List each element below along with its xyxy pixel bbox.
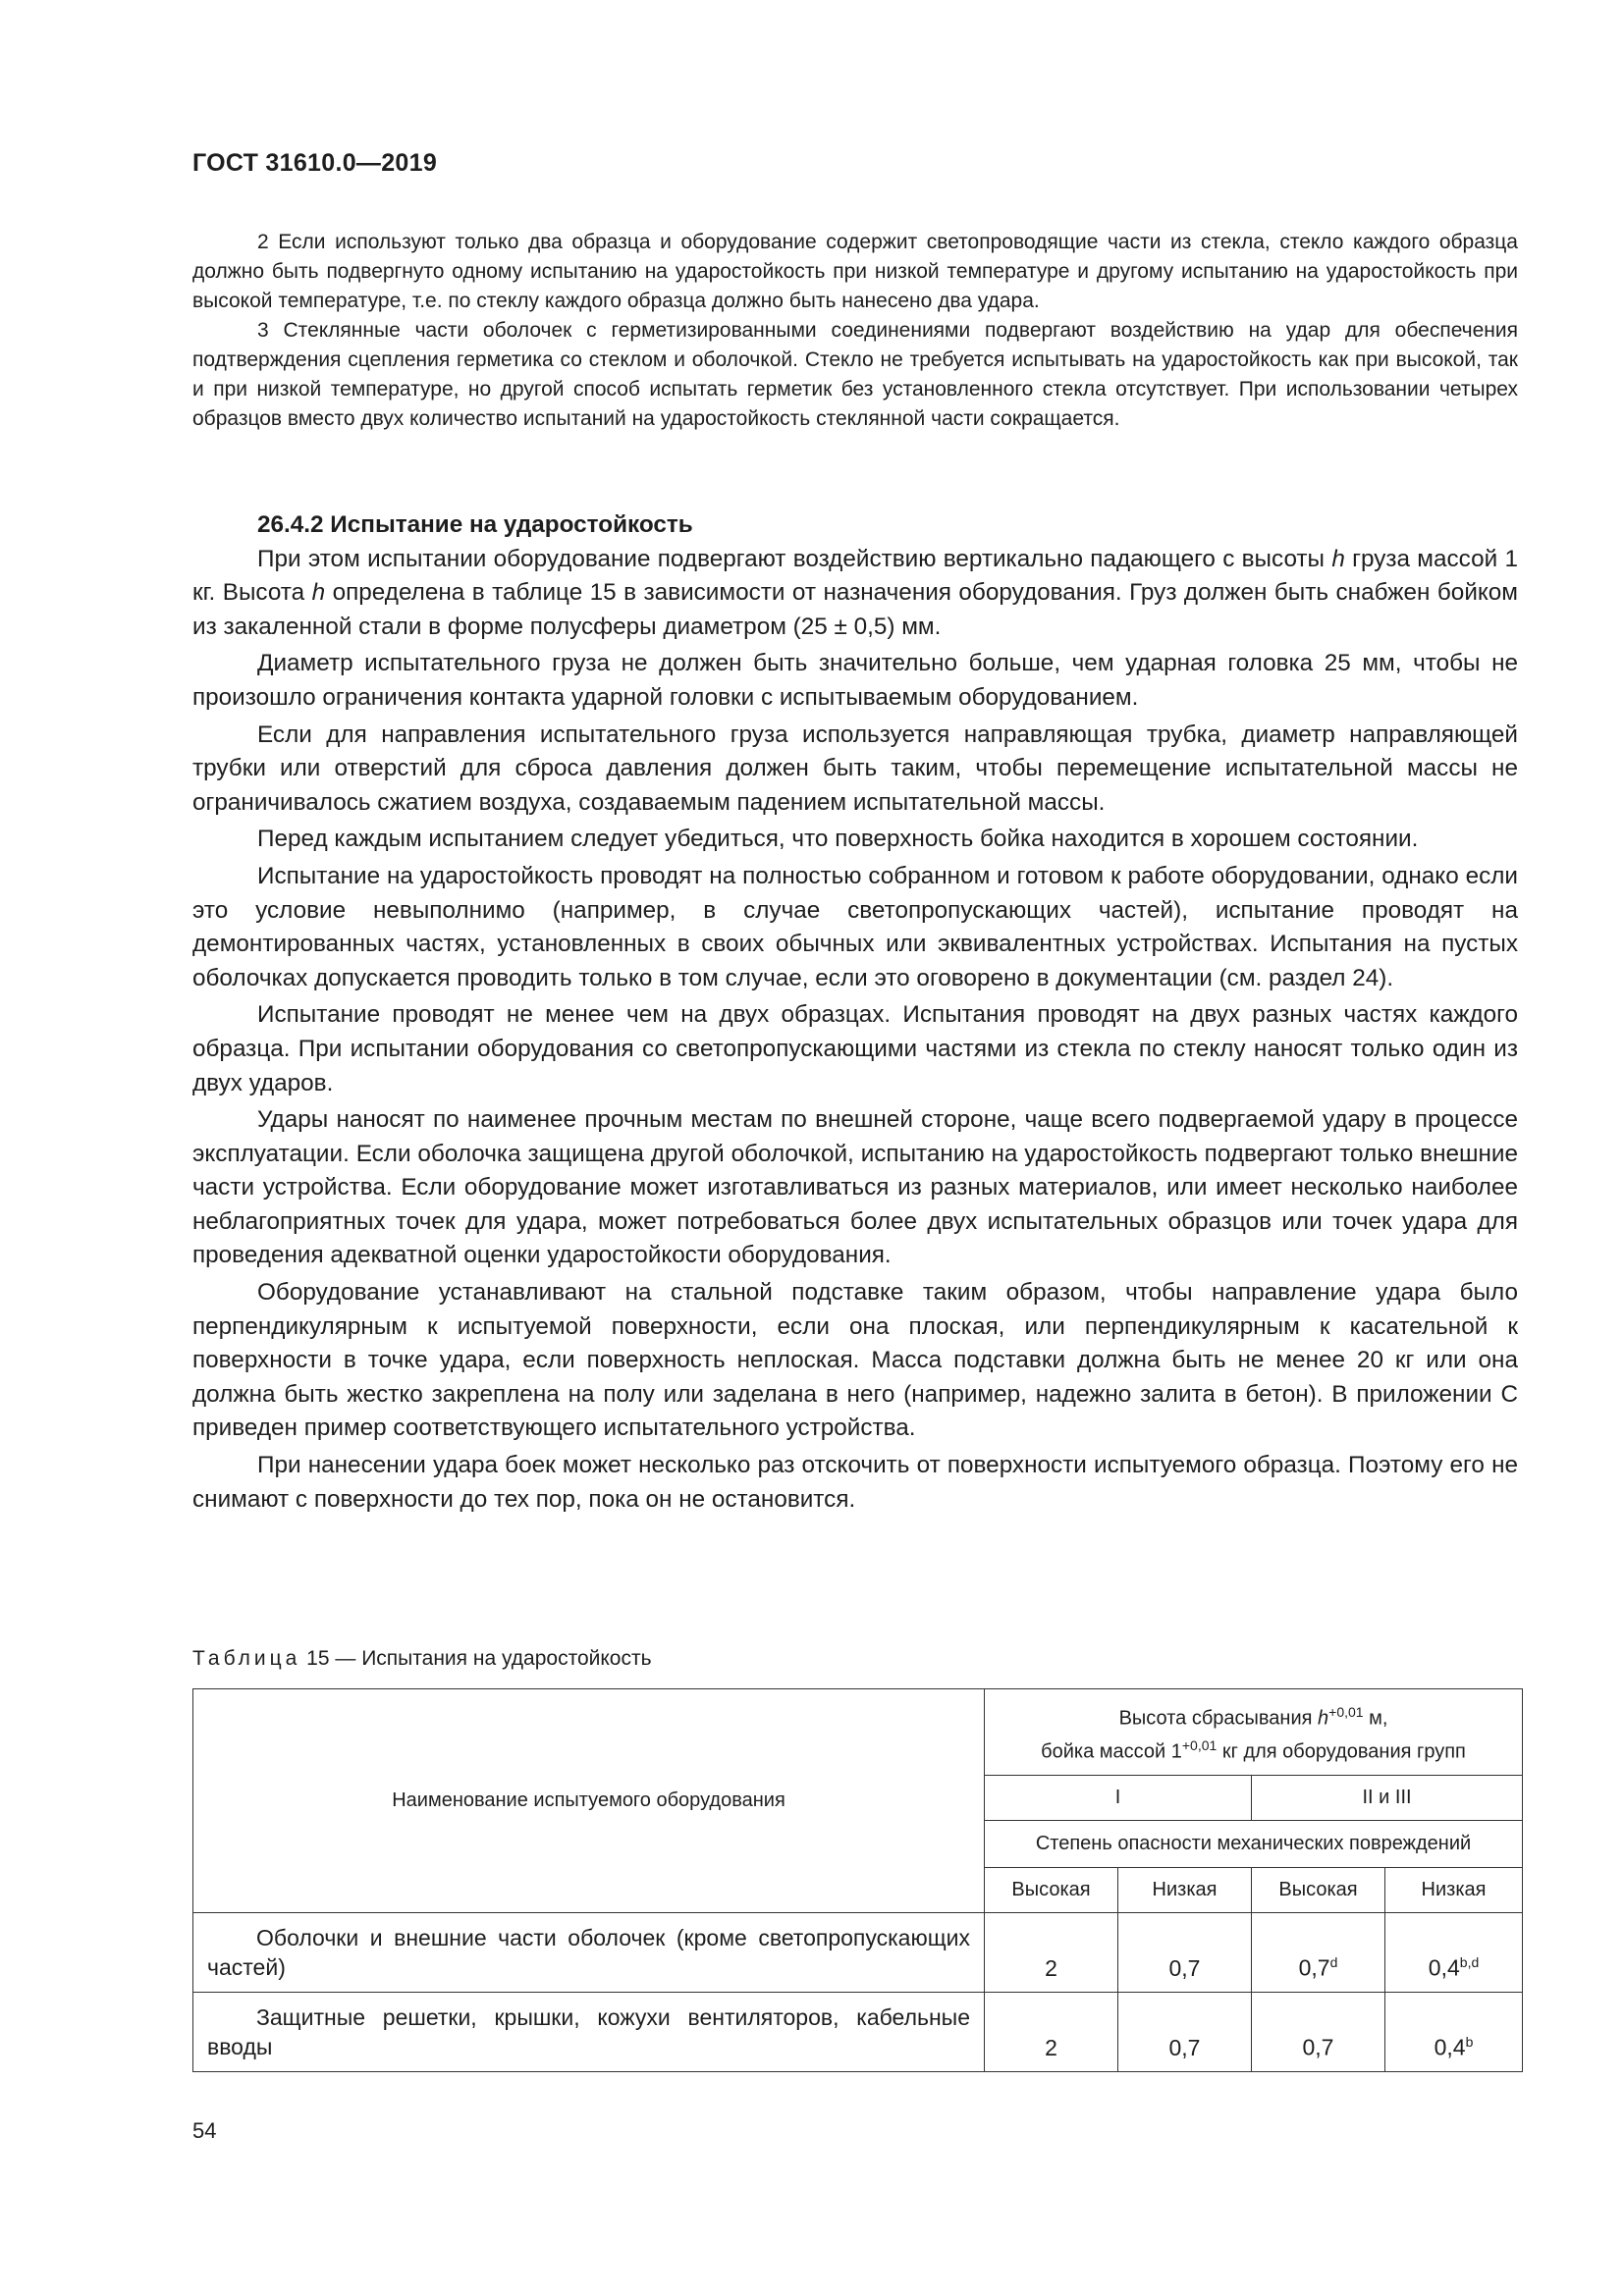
value-cell: [1252, 1993, 1385, 2072]
table-caption: [192, 1647, 652, 1671]
document-header: ГОСТ 31610.0—2019: [192, 149, 438, 177]
equipment-name-text: Оболочки и внешние части оболочек (кроме светопропускающих частей): [207, 1925, 970, 1980]
value-cell: 2: [985, 1913, 1118, 1993]
value-cell: 0,7: [1118, 1913, 1252, 1993]
value-cell: [1252, 1913, 1385, 1993]
group-1-header: I: [985, 1776, 1252, 1821]
notes-block: [192, 228, 1518, 434]
group-2-3-header: II и III: [1252, 1776, 1523, 1821]
section-heading: 26.4.2 Испытание на ударостойкость: [257, 511, 693, 538]
table-row: [193, 1913, 1523, 1993]
table-caption-word: Таблица: [192, 1647, 301, 1670]
height-header-text-c: бойка массой 1: [1041, 1740, 1182, 1763]
impact-test-table: [192, 1688, 1523, 2072]
tolerance-sup: +0,01: [1328, 1703, 1364, 1720]
section-26-4-2: [192, 508, 1518, 1517]
tolerance-sup: +0,01: [1181, 1736, 1218, 1753]
value-text: 0,4: [1434, 2035, 1466, 2060]
paragraph-2: Диаметр испытательного груза не должен быть значительно больше, чем ударная головка 25 мм, чтобы не произошло ограничения контакта ударной головки с испытываемым оборудованием.: [192, 650, 1518, 711]
note-2: 2 Если используют только два образца и оборудование содержит светопроводящие части из стекла, стекло каждого образца должно быть подвергнуто одному испытанию на ударостойкость при низкой температуре и другому испытанию на ударостойкость при высокой температуре, т.е. по стеклу каждого образца должно быть нанесено два удара.: [192, 231, 1518, 312]
risk-high-header: Высокая: [1252, 1868, 1385, 1913]
risk-low-header: Низкая: [1118, 1868, 1252, 1913]
risk-degree-header: Степень опасности механических повреждений: [985, 1821, 1523, 1868]
paragraph-1-part-b: груза массой 1 кг. Высота: [192, 545, 1518, 607]
height-header-text-b: м,: [1363, 1707, 1388, 1730]
column-header-height: [985, 1689, 1523, 1776]
paragraph-5: Испытание на ударостойкость проводят на полностью собранном и готовом к работе оборудовании, однако если это условие невыполнимо (например, в случае светопропускающих частей), испытание проводят на демонтированных частях, установленных в своих обычных или эквивалентных устройствах. Испытания на пустых оболочках допускается проводить только в том случае, если это оговорено в документации (см. раздел 24).: [192, 862, 1518, 991]
page-number: 54: [192, 2118, 217, 2143]
footnote-ref: b,d: [1459, 1954, 1480, 1971]
note-3: 3 Стеклянные части оболочек с герметизированными соединениями подвергают воздействию на удар для обеспечения подтверждения сцепления герметика со стеклом и оболочкой. Стекло не требуется испытывать на ударостойкость как при высокой, так и при низкой температуре, но другой способ испытать герметик без установленного стекла отсутствует. При использовании четырех образцов вместо двух количество испытаний на ударостойкость стеклянной части сокращается.: [192, 319, 1518, 430]
variable-h: h: [1318, 1707, 1329, 1730]
equipment-name-text: Защитные решетки, крышки, кожухи вентиляторов, кабельные вводы: [207, 2004, 970, 2059]
risk-high-header: Высокая: [985, 1868, 1118, 1913]
table-row: [193, 1993, 1523, 2072]
equipment-name: [193, 1993, 985, 2072]
paragraph-1-part-c: определена в таблице 15 в зависимости от назначения оборудования. Груз должен быть снабжен бойком из закаленной стали в форме полусферы диаметром (25 ± 0,5) мм.: [192, 579, 1519, 640]
height-header-text-a: Высота сбрасывания: [1118, 1707, 1319, 1730]
value-cell: [1385, 1993, 1523, 2072]
paragraph-9: При нанесении удара боек может несколько раз отскочить от поверхности испытуемого образца. Поэтому его не снимают с поверхности до тех пор, пока он не остановится.: [192, 1452, 1518, 1513]
paragraph-4: Перед каждым испытанием следует убедиться, что поверхность бойка находится в хорошем состоянии.: [257, 826, 1419, 853]
paragraph-3: Если для направления испытательного груза используется направляющая трубка, диаметр направляющей трубки или отверстий для сброса давления должен быть таким, чтобы перемещение испытательной массы не ограничивалось сжатием воздуха, создаваемым падением испытательной массы.: [192, 721, 1518, 816]
value-text: 0,7: [1302, 2035, 1334, 2060]
value-text: 0,4: [1428, 1955, 1460, 1981]
footnote-ref: b: [1465, 2034, 1474, 2051]
paragraph-6: Испытание проводят не менее чем на двух образцах. Испытания проводят на двух разных частях каждого образца. При испытании оборудования со светопропускающими частями из стекла по стеклу наносят только один из двух ударов.: [192, 1001, 1518, 1096]
risk-low-header: Низкая: [1385, 1868, 1523, 1913]
paragraph-8: Оборудование устанавливают на стальной подставке таким образом, чтобы направление удара было перпендикулярным к испытуемой поверхности, если она плоская, или перпендикулярным к касательной к поверхности в точке удара, если поверхность неплоская. Масса подставки должна быть не менее 20 кг или она должна быть жестко закреплена на полу или заделана в него (например, надежно залита в бетон). В приложении С приведен пример соответствующего испытательного устройства.: [192, 1279, 1518, 1442]
value-cell: 2: [985, 1993, 1118, 2072]
value-cell: 0,7: [1118, 1993, 1252, 2072]
value-text: 0,7: [1298, 1955, 1330, 1981]
value-cell: [1385, 1913, 1523, 1993]
variable-h: h: [1331, 545, 1345, 572]
table-caption-title: 15 — Испытания на ударостойкость: [300, 1647, 652, 1670]
paragraph-7: Удары наносят по наименее прочным местам по внешней стороне, чаще всего подвергаемой удару в процессе эксплуатации. Если оболочка защищена другой оболочкой, испытанию на ударостойкость подвергают только внешние части устройства. Если оборудование может изготавливаться из разных материалов, или имеет несколько наиболее неблагоприятных точек для удара, может потребоваться более двух испытательных образцов или точек удара для проведения адекватной оценки ударостойкости оборудования.: [192, 1106, 1518, 1269]
variable-h: h: [311, 579, 326, 607]
height-header-text-d: кг для оборудования групп: [1217, 1740, 1466, 1763]
column-header-equipment: Наименование испытуемого оборудования: [193, 1689, 985, 1913]
equipment-name: [193, 1913, 985, 1993]
paragraph-1-part-a: При этом испытании оборудование подвергают воздействию вертикально падающего с высоты: [257, 545, 1332, 572]
paragraph-1: [192, 543, 1518, 645]
footnote-ref: d: [1329, 1954, 1338, 1971]
